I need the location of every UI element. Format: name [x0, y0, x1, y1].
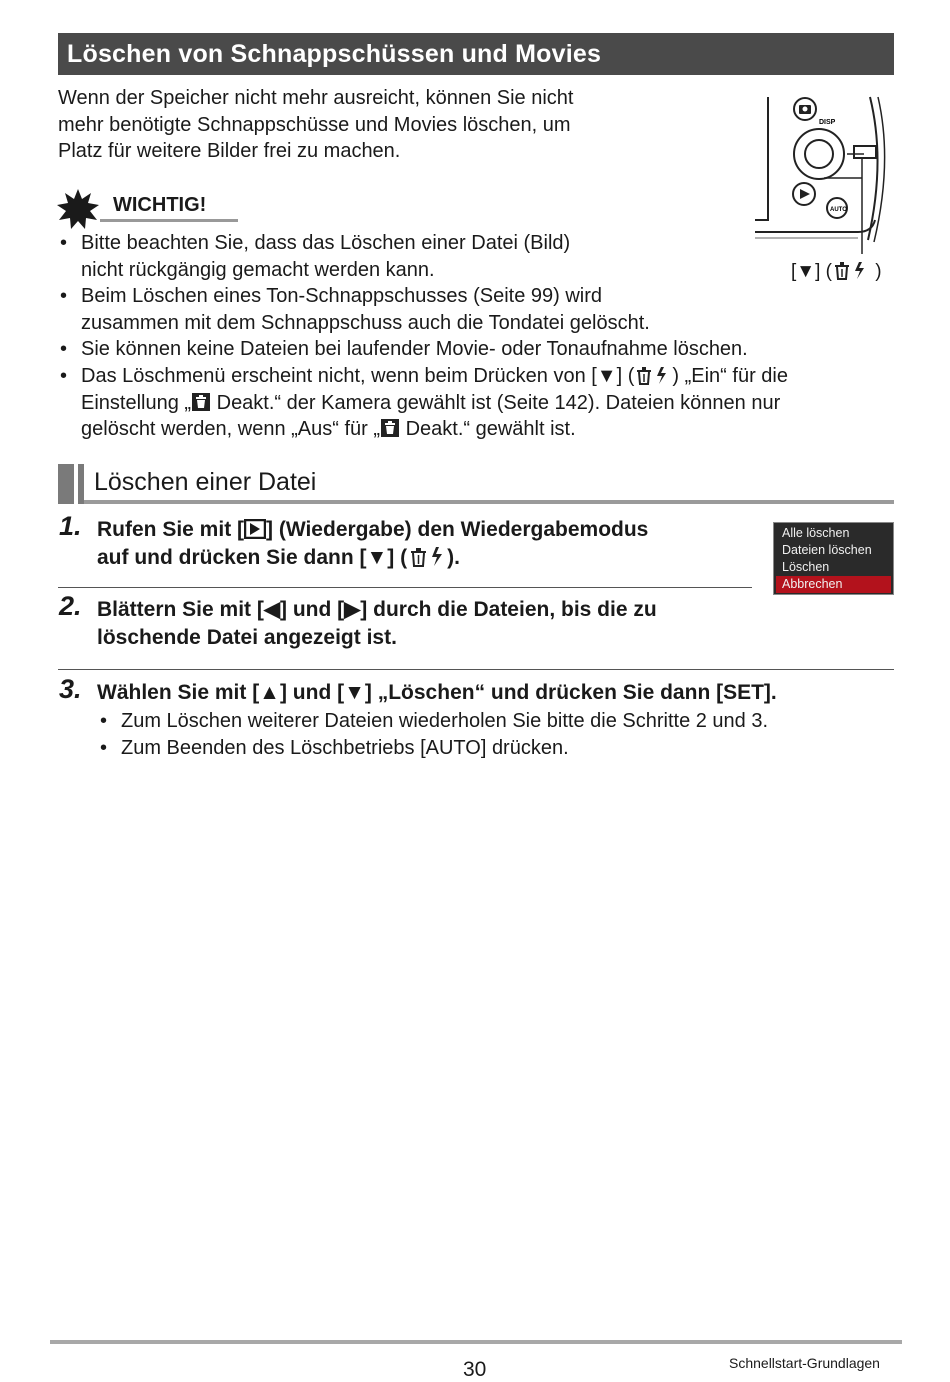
disp-label: DISP: [819, 119, 836, 126]
step-number: 3.: [59, 674, 82, 704]
step-3-notes: [98, 708, 888, 761]
intro-paragraph: [58, 85, 658, 165]
caption-open: [▼] (: [791, 261, 832, 282]
step-divider: [58, 669, 894, 670]
text-span: ).: [447, 545, 460, 569]
trash-box-icon: [191, 392, 211, 412]
step-line: löschende Datei angezeigt ist.: [97, 625, 397, 649]
warning-burst-icon: [57, 189, 99, 229]
text-span: Deakt.“ der Kamera gewählt ist (Seite 142). Dateien können nur: [211, 391, 781, 414]
intro-line: mehr benötigte Schnappschüsse und Movies löschen, um: [58, 113, 571, 136]
section-underline: [84, 500, 894, 504]
list-line: [81, 363, 898, 390]
text-span: gelöscht werden, wenn „Aus“ für „: [81, 418, 381, 441]
list-line: nicht rückgängig gemacht werden kann.: [81, 258, 435, 281]
list-line: • Bitte beachten Sie, dass das Löschen einer Datei (Bild): [81, 232, 571, 254]
page-title: Löschen von Schnappschüssen und Movies: [58, 33, 894, 75]
section-marker: [78, 464, 84, 504]
auto-label: AUTO: [830, 207, 847, 213]
list-item: [58, 363, 898, 443]
delete-menu-screenshot: [773, 522, 894, 595]
step-number: 1.: [59, 511, 82, 541]
warning-underline: [100, 219, 238, 222]
step-line: [97, 544, 757, 572]
trash-flash-icon: [634, 365, 672, 385]
caption-close: ): [869, 261, 882, 282]
trash-flash-icon: [407, 545, 447, 567]
footer-rule: [50, 1340, 902, 1344]
play-icon: [244, 519, 266, 539]
section-title: Löschen einer Datei: [94, 468, 317, 496]
step-line: Blättern Sie mit [◀] und [▶] durch die Dateien, bis die zu: [97, 598, 657, 621]
warning-list: [58, 230, 898, 443]
text-span: Das Löschmenü erscheint nicht, wenn beim Drücken von [▼] (: [81, 364, 635, 387]
step-2-text: [97, 596, 777, 651]
list-item: • Zum Löschen weiterer Dateien wiederholen Sie bitte die Schritte 2 und 3.: [98, 708, 888, 735]
intro-line: Wenn der Speicher nicht mehr ausreicht, können Sie nicht: [58, 87, 574, 109]
list-line: [81, 416, 898, 443]
step-3-text: Wählen Sie mit [▲] und [▼] „Löschen“ und drücken Sie dann [SET].: [97, 681, 777, 704]
intro-line: Platz für weitere Bilder frei zu machen.: [58, 140, 401, 163]
text-span: ] (Wiedergabe) den Wiedergabemodus: [266, 518, 649, 541]
step-divider: [58, 587, 752, 588]
footer-section-label: Schnellstart-Grundlagen: [729, 1355, 880, 1371]
menu-item: Dateien löschen: [782, 543, 872, 557]
list-item: [58, 230, 898, 283]
text-span: Rufen Sie mit [: [97, 518, 245, 541]
text-span: Einstellung „: [81, 391, 192, 414]
list-item: [58, 336, 898, 363]
menu-item-selected: Abbrechen: [776, 576, 891, 593]
step-line: [97, 516, 757, 544]
list-line: • Sie können keine Dateien bei laufender Movie- oder Tonaufnahme löschen.: [81, 338, 748, 361]
trash-box-icon: [380, 418, 400, 438]
list-item: [58, 283, 898, 336]
menu-item: Alle löschen: [782, 526, 850, 540]
text-span: ) „Ein“ für die: [672, 364, 788, 387]
menu-item: Löschen: [782, 560, 830, 574]
list-line: [81, 390, 898, 417]
step-number: 2.: [59, 591, 82, 621]
list-line: zusammen mit dem Schnappschuss auch die Tondatei gelöscht.: [81, 311, 650, 334]
step-1-text: [97, 516, 757, 571]
text-span: auf und drücken Sie dann [▼] (: [97, 545, 408, 569]
page-number: 30: [463, 1358, 487, 1381]
warning-label: WICHTIG!: [113, 194, 207, 216]
section-marker: [58, 464, 74, 504]
list-line: • Beim Löschen eines Ton-Schnappschusses (Seite 99) wird: [81, 285, 603, 308]
list-item: • Zum Beenden des Löschbetriebs [AUTO] drücken.: [98, 735, 888, 762]
text-span: Deakt.“ gewählt ist.: [400, 418, 576, 441]
